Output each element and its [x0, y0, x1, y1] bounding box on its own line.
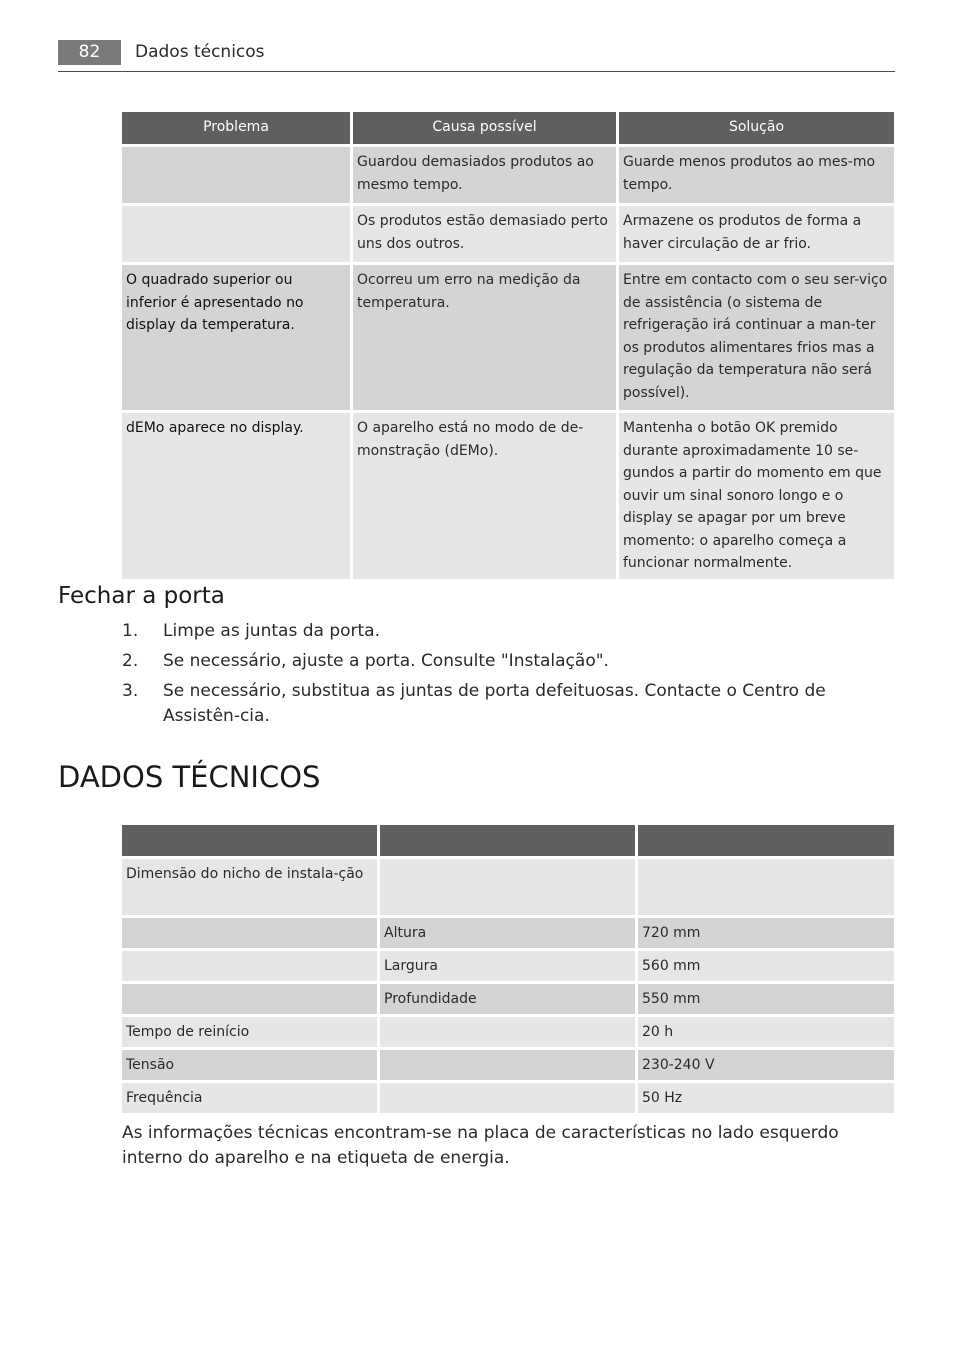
list-item	[122, 649, 894, 674]
step-text: Se necessário, ajuste a porta. Consulte "Instalação".	[163, 651, 609, 671]
solution-cell: Entre em contacto com o seu ser-viço de assistência (o sistema de refrigeração irá continuar a man-ter os produtos alimentares frios mas a regulação da temperatura não será possível).	[619, 265, 894, 410]
page-title: DADOS TÉCNICOS	[58, 760, 321, 794]
table-row	[122, 984, 894, 1014]
spec-sub-cell	[380, 859, 635, 915]
spec-label-cell: Tensão	[122, 1050, 377, 1080]
door-steps-list	[122, 619, 894, 734]
spec-label-cell: Tempo de reinício	[122, 1017, 377, 1047]
step-number: 1.	[122, 621, 139, 641]
column-header-problem: Problema	[122, 112, 350, 144]
section-heading-close-door: Fechar a porta	[58, 583, 225, 609]
list-item	[122, 619, 894, 644]
running-header-title: Dados técnicos	[135, 42, 265, 62]
table-row	[122, 265, 894, 410]
spec-sub-cell	[380, 1050, 635, 1080]
spec-sub-cell: Profundidade	[380, 984, 635, 1014]
table-row	[122, 918, 894, 948]
column-header-cause: Causa possível	[353, 112, 616, 144]
cause-cell: Guardou demasiados produtos ao mesmo tempo.	[353, 147, 616, 203]
spec-label-cell	[122, 951, 377, 981]
problem-cell	[122, 206, 350, 262]
spec-value-cell: 50 Hz	[638, 1083, 894, 1113]
technical-footnote: As informações técnicas encontram-se na placa de características no lado esquerdo interno do aparelho e na etiqueta de energia.	[122, 1123, 839, 1168]
spec-sub-cell	[380, 1083, 635, 1113]
solution-cell: Armazene os produtos de forma a haver circulação de ar frio.	[619, 206, 894, 262]
solution-cell: Mantenha o botão OK premido durante aproximadamente 10 se-gundos a partir do momento em que ouvir um sinal sonoro longo e o display se apagar por um breve momento: o aparelho começa a funcionar normalmente.	[619, 413, 894, 579]
spec-sub-cell: Altura	[380, 918, 635, 948]
troubleshooting-table	[119, 109, 897, 582]
table-row	[122, 206, 894, 262]
spec-label-cell: Dimensão do nicho de instala-ção	[122, 859, 377, 915]
problem-cell: dEMo aparece no display.	[122, 413, 350, 579]
table-header-row	[122, 825, 894, 856]
table-row	[122, 147, 894, 203]
spec-value-cell: 560 mm	[638, 951, 894, 981]
table-row	[122, 1050, 894, 1080]
step-number: 3.	[122, 681, 139, 701]
step-number: 2.	[122, 651, 139, 671]
table-row	[122, 413, 894, 579]
cause-cell: Os produtos estão demasiado perto uns dos outros.	[353, 206, 616, 262]
table-header-row	[122, 112, 894, 144]
table-row	[122, 1017, 894, 1047]
spec-sub-cell: Largura	[380, 951, 635, 981]
table-row	[122, 859, 894, 915]
spec-label-cell: Frequência	[122, 1083, 377, 1113]
spec-label-cell	[122, 918, 377, 948]
spec-value-cell: 720 mm	[638, 918, 894, 948]
spec-label-cell	[122, 984, 377, 1014]
step-text: Se necessário, substitua as juntas de porta defeituosas. Contacte o Centro de Assistên-cia.	[163, 681, 826, 726]
problem-cell: O quadrado superior ou inferior é apresentado no display da temperatura.	[122, 265, 350, 410]
table-row	[122, 951, 894, 981]
column-header-blank	[122, 825, 377, 856]
spec-value-cell: 20 h	[638, 1017, 894, 1047]
technical-data-table	[119, 822, 897, 1116]
solution-cell: Guarde menos produtos ao mes-mo tempo.	[619, 147, 894, 203]
table-row	[122, 1083, 894, 1113]
column-header-blank	[380, 825, 635, 856]
column-header-blank	[638, 825, 894, 856]
page-header	[58, 40, 895, 72]
spec-value-cell	[638, 859, 894, 915]
spec-sub-cell	[380, 1017, 635, 1047]
spec-value-cell: 230-240 V	[638, 1050, 894, 1080]
list-item	[122, 679, 894, 729]
cause-cell: O aparelho está no modo de de-monstração (dEMo).	[353, 413, 616, 579]
cause-cell: Ocorreu um erro na medição da temperatura.	[353, 265, 616, 410]
page-number: 82	[58, 40, 121, 65]
problem-cell	[122, 147, 350, 203]
column-header-solution: Solução	[619, 112, 894, 144]
step-text: Limpe as juntas da porta.	[163, 621, 380, 641]
spec-value-cell: 550 mm	[638, 984, 894, 1014]
